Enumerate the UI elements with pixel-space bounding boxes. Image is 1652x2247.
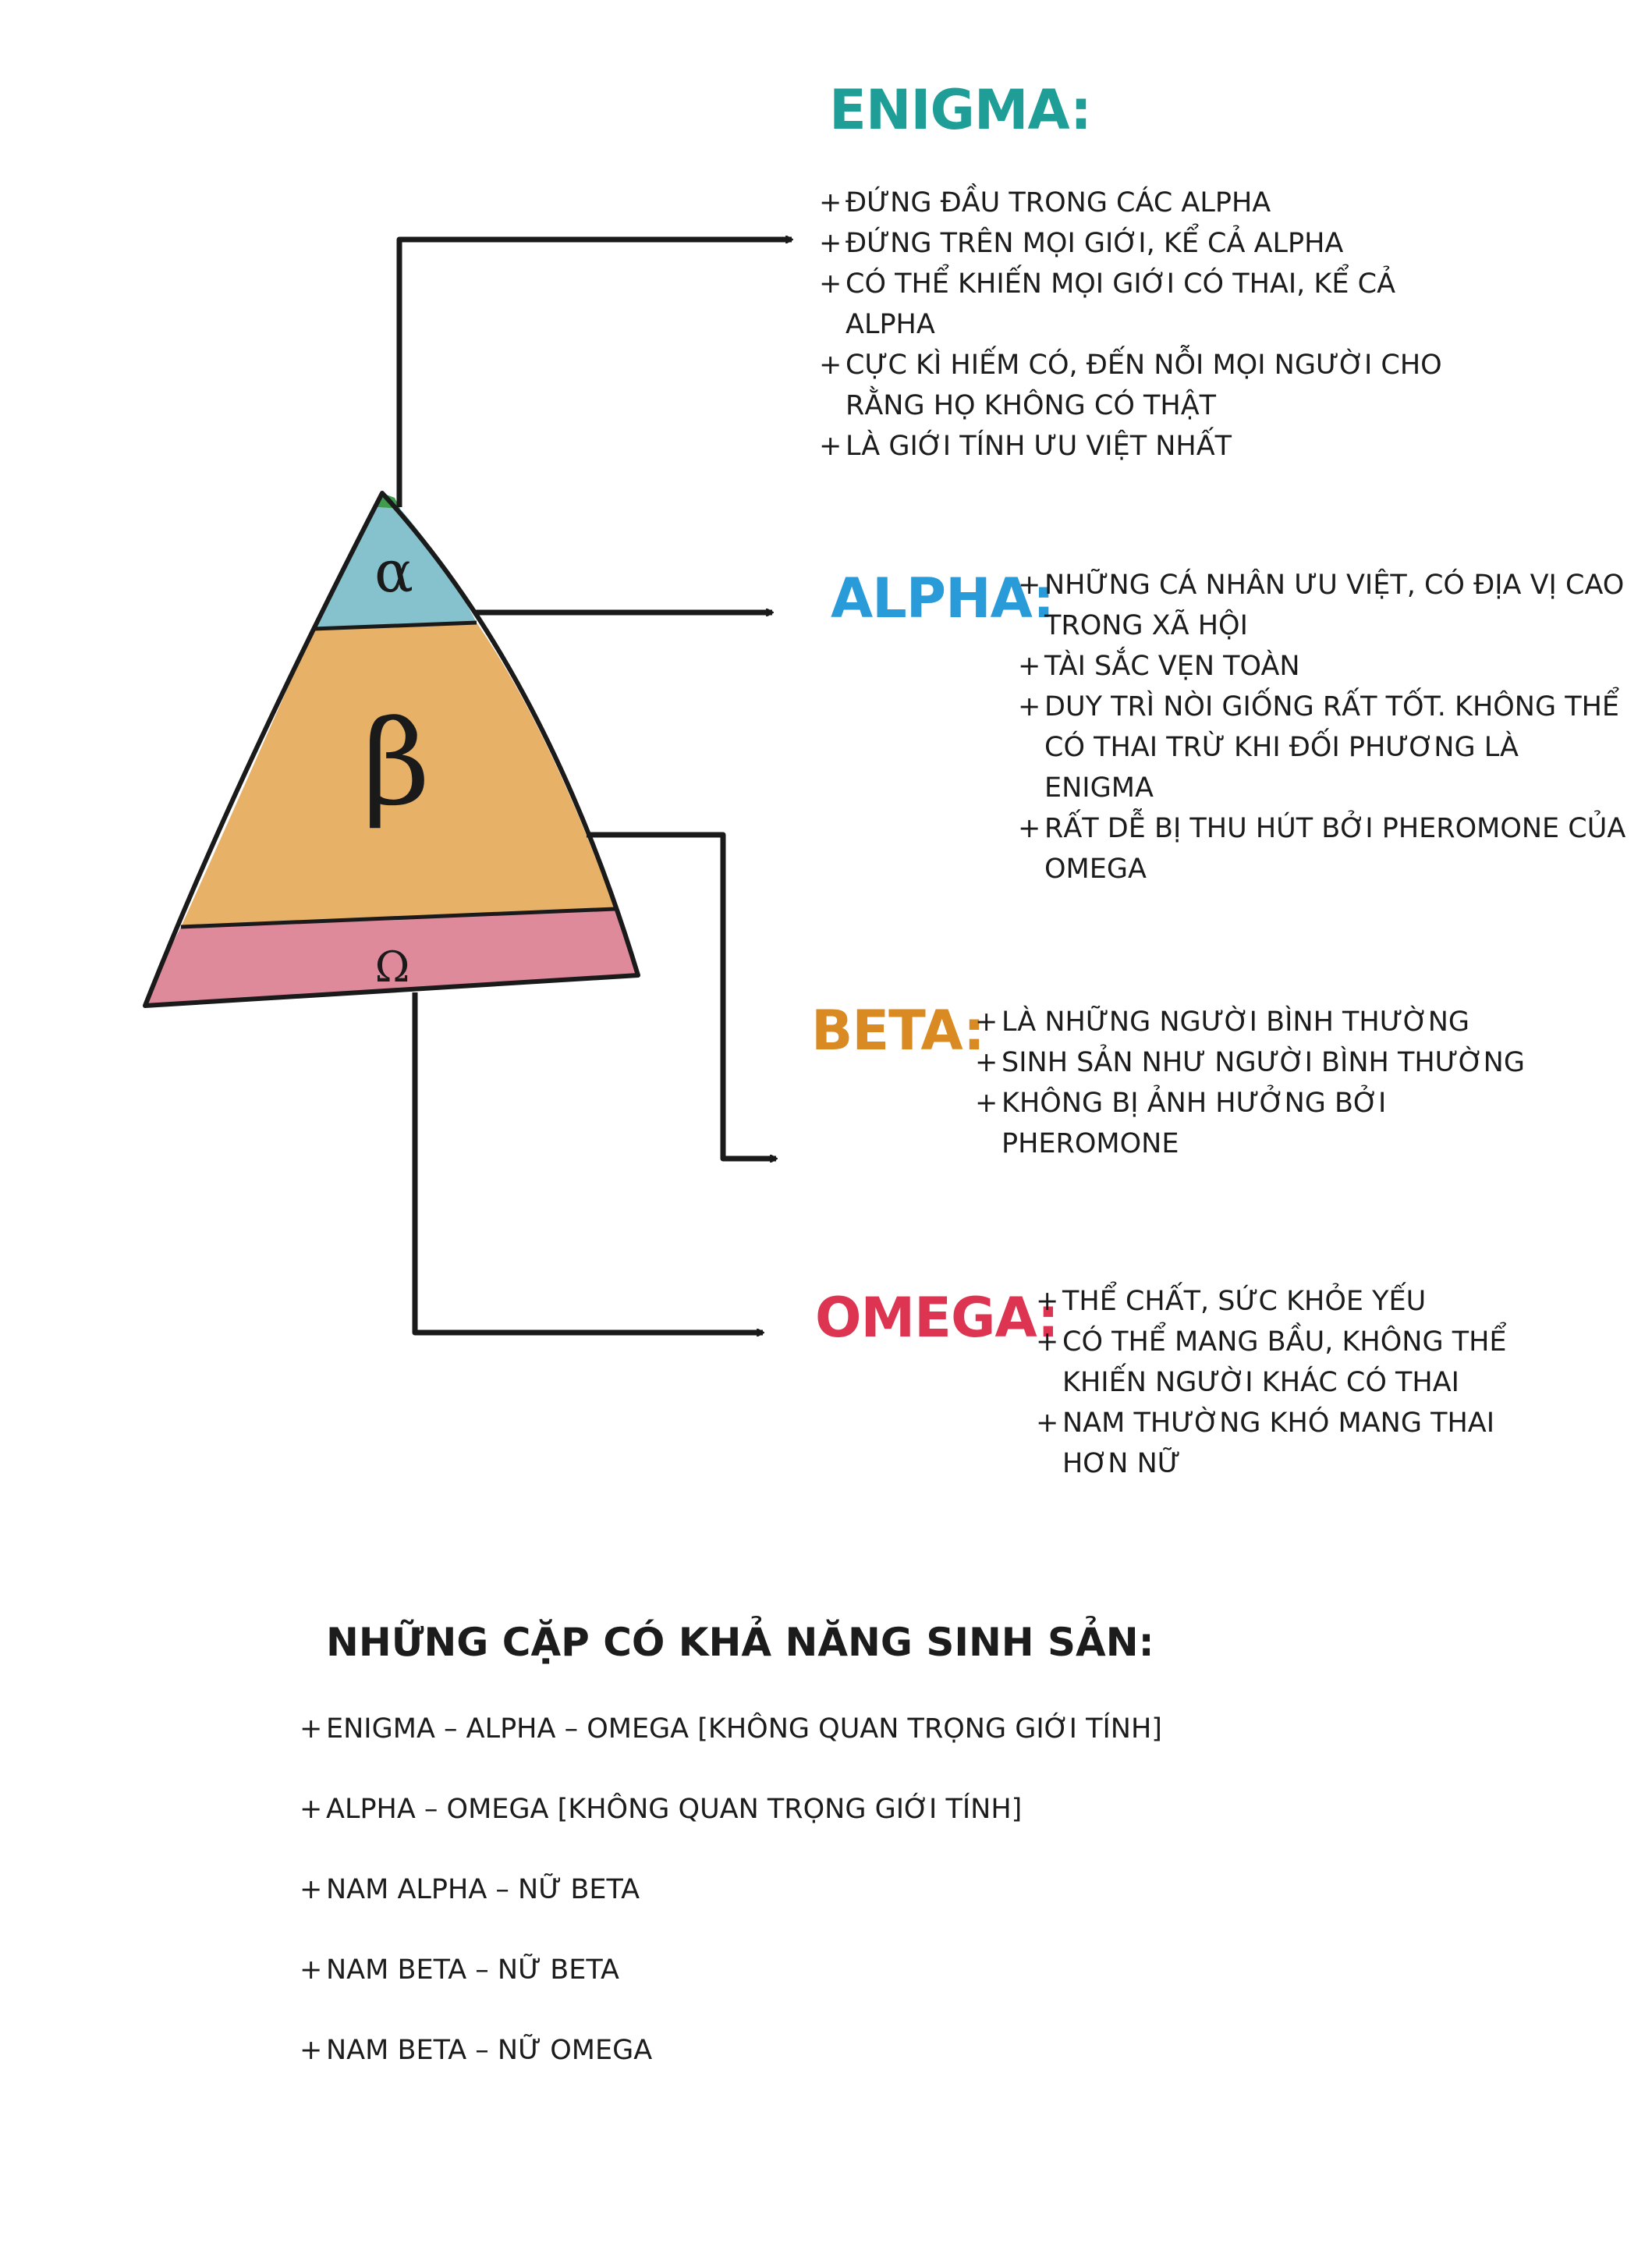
- pair-item: + ALPHA – OMEGA [KHÔNG QUAN TRỌNG GIỚI TÍNH]: [300, 1794, 1162, 1874]
- pair-item: + NAM BETA – NỮ BETA: [300, 1954, 1162, 2035]
- alpha-point: + DUY TRÌ NÒI GIỐNG RẤT TỐT. KHÔNG THỂ CÓ THAI TRỪ KHI ĐỐI PHƯƠNG LÀ ENIGMA: [1018, 687, 1626, 808]
- alpha-point: + NHỮNG CÁ NHÂN ƯU VIỆT, CÓ ĐỊA VỊ CAO TRONG XÃ HỘI: [1018, 565, 1626, 646]
- beta-title: BETA:: [811, 999, 984, 1063]
- beta-point: + SINH SẢN NHƯ NGƯỜI BÌNH THƯỜNG: [975, 1042, 1568, 1083]
- omega-point: + THỂ CHẤT, SỨC KHỎE YẾU: [1036, 1281, 1535, 1322]
- enigma-point: + LÀ GIỚI TÍNH ƯU VIỆT NHẤT: [819, 426, 1474, 467]
- pairs-list: [300, 1713, 1162, 2115]
- pair-item: + NAM BETA – NỮ OMEGA: [300, 2035, 1162, 2115]
- enigma-point: + CỰC KÌ HIẾM CÓ, ĐẾN NỖI MỌI NGƯỜI CHO RẰNG HỌ KHÔNG CÓ THẬT: [819, 345, 1474, 426]
- omega-point: + CÓ THỂ MANG BẦU, KHÔNG THỂ KHIẾN NGƯỜI KHÁC CÓ THAI: [1036, 1322, 1535, 1403]
- alpha-point: + TÀI SẮC VẸN TOÀN: [1018, 646, 1626, 687]
- enigma-points: [819, 183, 1474, 467]
- pair-item: + NAM ALPHA – NỮ BETA: [300, 1874, 1162, 1954]
- beta-point: + KHÔNG BỊ ẢNH HƯỞNG BỞI PHEROMONE: [975, 1083, 1568, 1164]
- alpha-point: + RẤT DỄ BỊ THU HÚT BỞI PHEROMONE CỦA OMEGA: [1018, 808, 1626, 889]
- omega-point: + NAM THƯỜNG KHÓ MANG THAI HƠN NỮ: [1036, 1403, 1535, 1484]
- alpha-points: [1018, 565, 1626, 889]
- enigma-point: + CÓ THỂ KHIẾN MỌI GIỚI CÓ THAI, KỂ CẢ ALPHA: [819, 264, 1474, 345]
- beta-arrow: [587, 835, 776, 1159]
- enigma-arrow: [399, 240, 792, 507]
- omega-symbol: Ω: [374, 942, 410, 992]
- alpha-title: ALPHA:: [831, 566, 1055, 630]
- beta-symbol: β: [362, 696, 431, 832]
- omega-title: OMEGA:: [815, 1286, 1058, 1350]
- enigma-point: + ĐỨNG ĐẦU TRONG CÁC ALPHA: [819, 183, 1474, 223]
- beta-points: [975, 1002, 1568, 1164]
- enigma-point: + ĐỨNG TRÊN MỌI GIỚI, KỂ CẢ ALPHA: [819, 223, 1474, 264]
- beta-point: + LÀ NHỮNG NGƯỜI BÌNH THƯỜNG: [975, 1002, 1568, 1042]
- omega-points: [1036, 1281, 1535, 1484]
- alpha-symbol: α: [374, 538, 413, 605]
- pairs-title: NHỮNG CẶP CÓ KHẢ NĂNG SINH SẢN:: [326, 1620, 1154, 1665]
- omega-arrow: [415, 992, 763, 1333]
- pair-item: + ENIGMA – ALPHA – OMEGA [KHÔNG QUAN TRỌNG GIỚI TÍNH]: [300, 1713, 1162, 1794]
- enigma-title: ENIGMA:: [829, 78, 1092, 142]
